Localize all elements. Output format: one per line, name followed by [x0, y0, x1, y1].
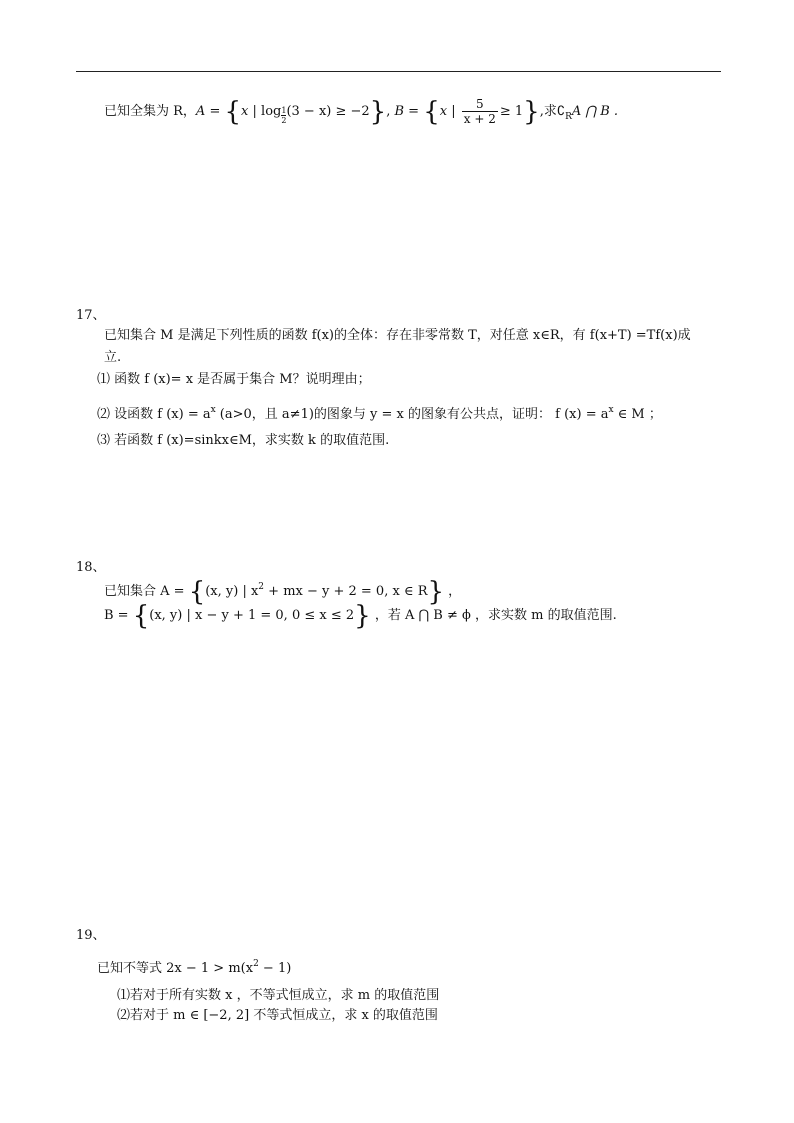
problem-18-line1: 已知集合 A = {(x, y) | $x^2$ + mx − y + 2 = 0, x ∈ R} ，	[104, 577, 462, 607]
problem-19-number: 19、	[76, 928, 106, 943]
problem-17-item1: ⑴ 函数 f (x)= x 是否属于集合 M？说明理由；	[97, 372, 371, 387]
problem-17-line2: 立.	[104, 350, 122, 365]
problem-19-line1: 已知不等式 $2x - 1 > m(x^2 - 1)$	[97, 959, 292, 976]
problem-19-item1: ⑴若对于所有实数 x ，不等式恒成立，求 m 的取值范围	[117, 988, 440, 1003]
problem-19-item2: ⑵若对于 m ∈ [−2, 2] 不等式恒成立，求 x 的取值范围	[117, 1008, 438, 1023]
header-rule	[76, 71, 721, 72]
problem-18-line2: B = {(x, y) | x − y + 1 = 0, 0 ≤ x ≤ 2} ，若 A ⋂ B ≠ ϕ ，求实数 m 的取值范围.	[104, 601, 617, 631]
problem-18-number: 18、	[76, 560, 106, 575]
problem-16-statement: 已知全集为 R，A = {x | log $\frac{1}{2}(3 - x) \ge -2$}, B = {x | $\frac{5}{x + 2}$ ≥ 1},求$∁_RA$ ⋂ B .	[104, 97, 619, 127]
problem-17-item2: ⑵ 设函数 f $(x) = a^x$ (a>0，且 a≠1)的图象与 y = x 的图象有公共点，证明： f $(x) = a^x$ ∈ M ；	[97, 405, 662, 422]
problem-17-item3: ⑶ 若函数 f (x)=sinkx∈M，求实数 k 的取值范围.	[97, 433, 390, 448]
problem-17-line1: 已知集合 M 是满足下列性质的函数 f(x)的全体：存在非零常数 T，对任意 x∈R，有 f(x+T) =Tf(x)成	[104, 328, 691, 343]
problem-17-number: 17、	[76, 308, 106, 323]
